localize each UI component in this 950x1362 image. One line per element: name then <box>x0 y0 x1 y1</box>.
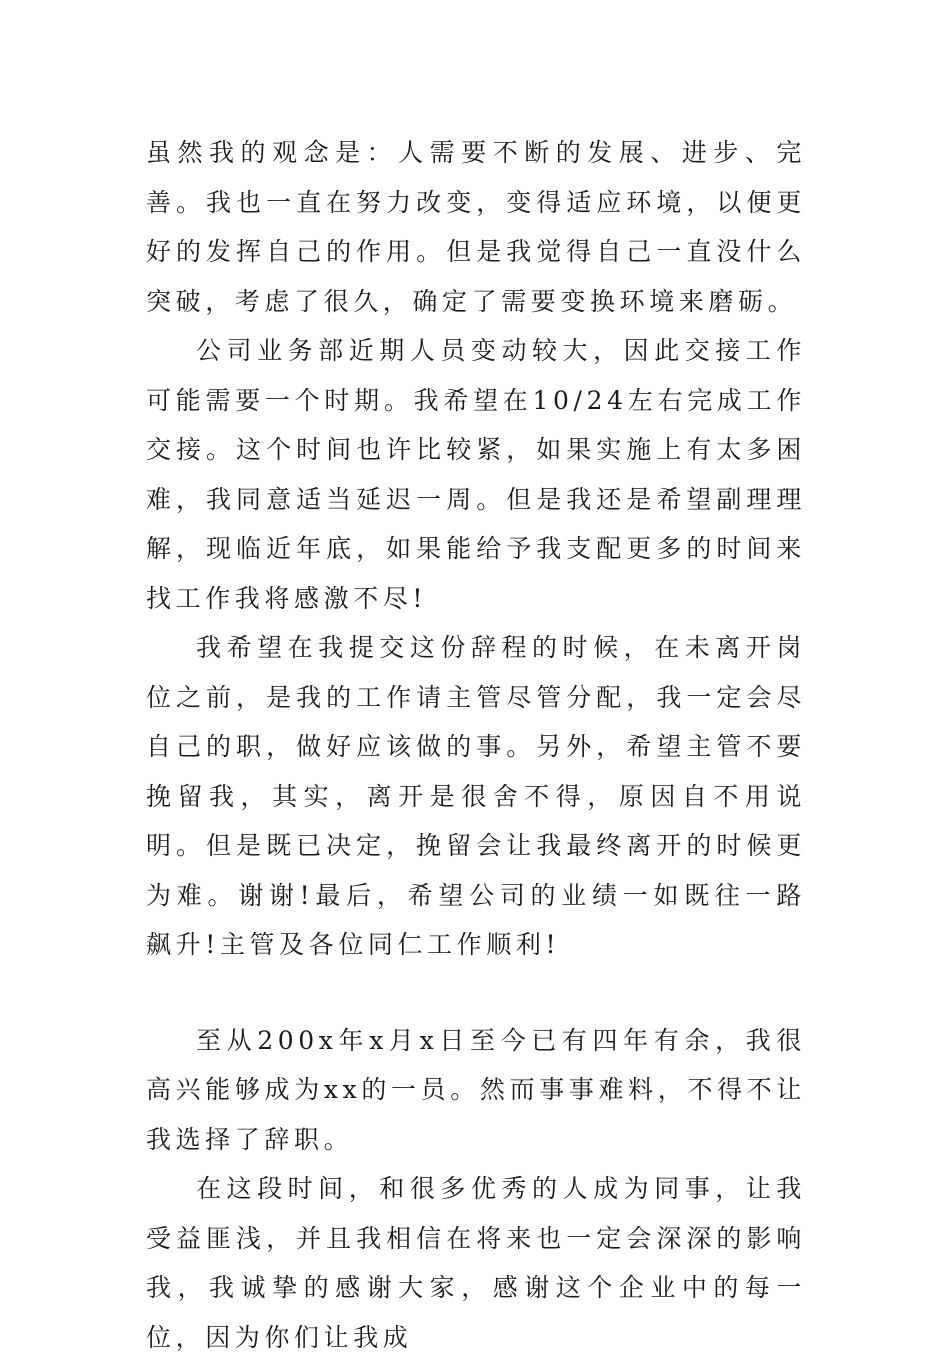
paragraph-handover-plan: 公司业务部近期人员变动较大，因此交接工作可能需要一个时期。我希望在10/24左右完成工作交接。这个时间也许比较紧，如果实施上有太多困难，我同意适当延迟一周。但是我还是希望副理理解，现临近年底，如果能给予我支配更多的时间来找工作我将感激不尽! <box>146 336 806 613</box>
section-divider <box>146 970 806 1016</box>
paragraph-closing-wishes: 我希望在我提交这份辞程的时候，在未离开岗位之前，是我的工作请主管尽管分配，我一定会尽自己的职，做好应该做的事。另外，希望主管不要挽留我，其实，离开是很舍不得，原因自不用说明。但是既已决定，挽留会让我最终离开的时候更为难。谢谢!最后，希望公司的业绩一如既往一路飙升!主管及各位同仁工作顺利! <box>146 633 806 959</box>
paragraph-second-letter-intro: 至从200x年x月x日至今已有四年有余，我很高兴能够成为xx的一员。然而事事难料，不得不让我选择了辞职。 <box>146 1025 806 1154</box>
document-body <box>146 128 806 1362</box>
paragraph-gratitude: 在这段时间，和很多优秀的人成为同事，让我受益匪浅，并且我相信在将来也一定会深深的影响我，我诚挚的感谢大家，感谢这个企业中的每一位，因为你们让我成 <box>146 1174 806 1352</box>
paragraph-personal-growth: 虽然我的观念是：人需要不断的发展、进步、完善。我也一直在努力改变，变得适应环境，以便更好的发挥自己的作用。但是我觉得自己一直没什么突破，考虑了很久，确定了需要变换环境来磨砺。 <box>146 138 806 316</box>
